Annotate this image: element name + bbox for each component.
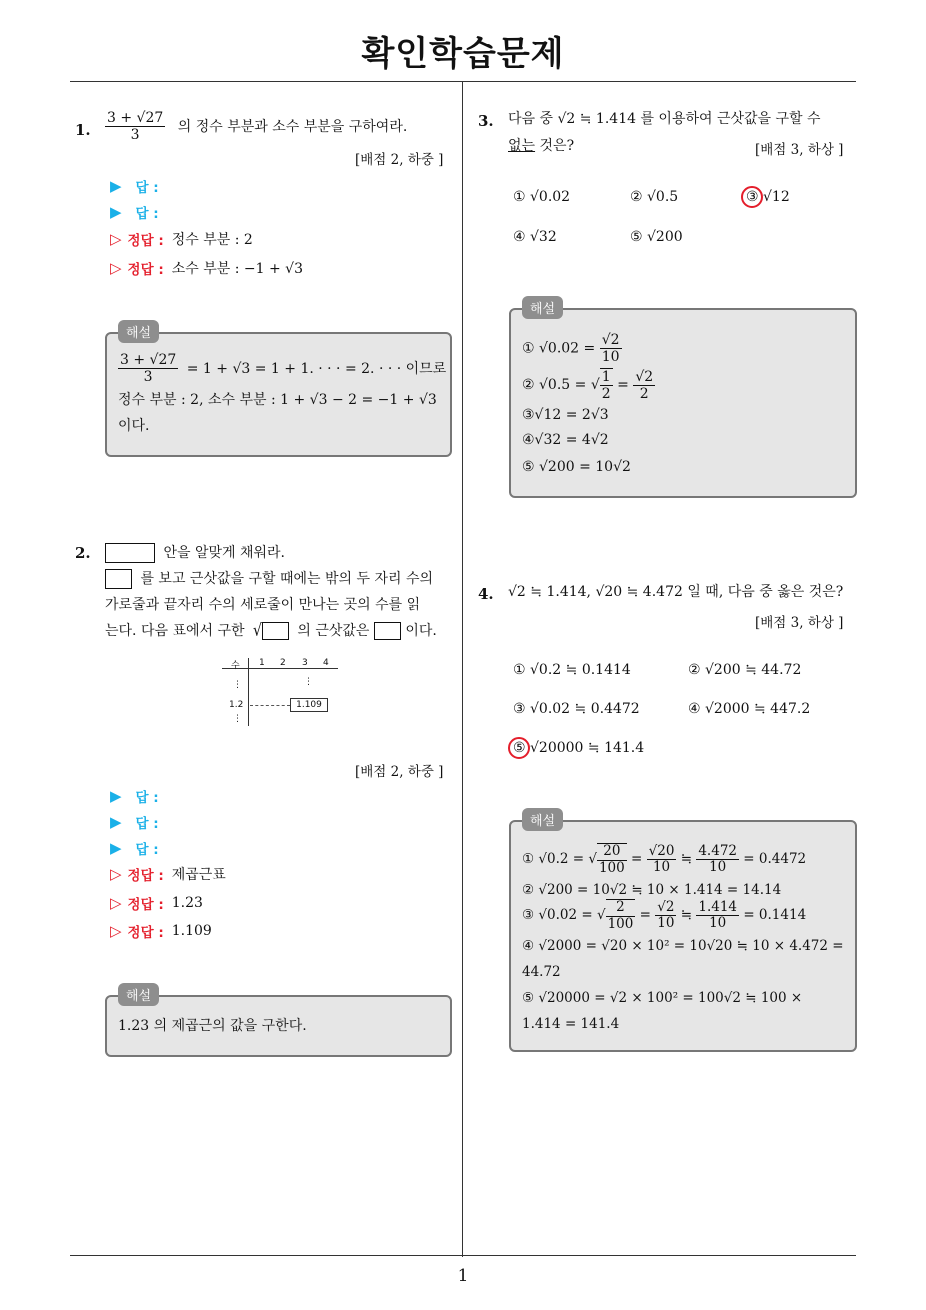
q1-answer-2: ▶ 답 : — [110, 203, 159, 222]
q3-explanation-tag: 해설 — [522, 296, 563, 319]
q1-fraction: $\frac{3 + √27}{3}$ — [107, 110, 164, 144]
sqrt-table: 수 1 2 3 4 ⋮ 1.2 ⋮ ⋮ 1.109 — [222, 658, 340, 728]
q3-choice-4: ④ √32 — [513, 229, 557, 245]
answer-circle-icon — [741, 186, 763, 208]
table-header-cell: 3 — [302, 658, 308, 668]
blank-box — [374, 622, 401, 640]
q2-line3: 가로줄과 끝자리 수의 세로줄이 만나는 곳의 수를 읽 — [105, 597, 421, 613]
triangle-outline-icon: ▷ — [110, 922, 122, 940]
q3-choice-5: ⑤ √200 — [630, 229, 683, 245]
q1-explanation-tag: 해설 — [118, 320, 159, 343]
q3-exp-line2: ② √0.5 = √ $\frac{1}{2}$ = $\frac{√2}{2}$ — [522, 368, 654, 403]
q2-score: [배점 2, 하중 ] — [355, 764, 444, 780]
triangle-icon: ▶ — [110, 177, 122, 195]
blank-box — [105, 569, 132, 589]
q2-line4: 는다. 다음 표에서 구한 √ 의 근삿값은 이다. — [105, 621, 437, 641]
q3-exp-line1: ① √0.02 = $\frac{√2}{10}$ — [522, 332, 620, 366]
top-divider — [70, 81, 856, 82]
q2-answer-2: ▶ 답 : — [110, 813, 159, 832]
q3-score: [배점 3, 하상 ] — [755, 142, 844, 158]
q4-exp-line1: ① √0.2 = √ $\frac{20}{100}$ = $\frac{√20}{10}$ ≒ $\frac{4.472}{10}$ = 0.4472 — [522, 842, 807, 876]
q3-choice-3: ③ √12 — [746, 189, 790, 205]
column-divider — [462, 82, 463, 1257]
q1-exp-line1: $\frac{3 + √27}{3}$ = 1 + √3 = 1 + 1. · · · = 2. · · · 이므로 — [120, 352, 447, 386]
triangle-outline-icon: ▷ — [110, 894, 122, 912]
q4-exp-line3: ③ √0.02 = √ $\frac{2}{100}$ = $\frac{√2}{10}$ ≒ $\frac{1.414}{10}$ = 0.1414 — [522, 898, 807, 932]
q2-key-2: ▷ 정답 : 1.23 — [110, 894, 203, 913]
q1-key-2: ▷ 정답 : 소수 부분 : −1 + √3 — [110, 259, 303, 278]
q4-exp-line2: ② √200 = 10√2 ≒ 10 × 1.414 = 14.14 — [522, 882, 782, 898]
q4-choice-3: ③ √0.02 ≒ 0.4472 — [513, 701, 640, 717]
q2-exp-line1: 1.23 의 제곱근의 값을 구한다. — [118, 1018, 307, 1034]
q3-choice-1: ① √0.02 — [513, 189, 571, 205]
triangle-icon: ▶ — [110, 203, 122, 221]
page-title: 확인학습문제 — [361, 34, 565, 74]
answer-circle-icon — [508, 737, 530, 759]
q1-key-1: ▷ 정답 : 정수 부분 : 2 — [110, 230, 253, 249]
table-header-cell: 4 — [323, 658, 329, 668]
q4-exp-line5: 44.72 — [522, 964, 561, 980]
q3-exp-line4: ④√32 = 4√2 — [522, 432, 609, 448]
q4-choice-5: ⑤ √20000 ≒ 141.4 — [513, 740, 645, 756]
q1-answer-1: ▶ 답 : — [110, 177, 159, 196]
q1-exp-line3: 이다. — [118, 418, 150, 434]
q1-prompt: $\frac{3 + √27}{3}$ 의 정수 부분과 소수 부분을 구하여라. — [107, 110, 408, 144]
q3-line1: 다음 중 √2 ≒ 1.414 를 이용하여 근삿값을 구할 수 — [508, 111, 821, 127]
q1-score: [배점 2, 하중 ] — [355, 152, 444, 168]
blank-box — [105, 543, 155, 563]
q3-choice-2: ② √0.5 — [630, 189, 679, 205]
bottom-divider — [70, 1255, 856, 1256]
q3-exp-line5: ⑤ √200 = 10√2 — [522, 459, 631, 475]
q1-exp-line2: 정수 부분 : 2, 소수 부분 : 1 + √3 − 2 = −1 + √3 — [118, 392, 437, 408]
q2-answer-3: ▶ 답 : — [110, 839, 159, 858]
table-highlight-cell: 1.109 — [290, 698, 328, 712]
q4-choice-1: ① √0.2 ≒ 0.1414 — [513, 662, 631, 678]
q2-key-1: ▷ 정답 : 제곱근표 — [110, 865, 226, 884]
q3-number: 3. — [478, 112, 494, 130]
q2-explanation-tag: 해설 — [118, 983, 159, 1006]
q2-number: 2. — [75, 544, 91, 562]
table-row-label: 1.2 — [229, 700, 244, 710]
q2-key-3: ▷ 정답 : 1.109 — [110, 922, 212, 941]
q1-number: 1. — [75, 121, 91, 139]
q2-line1: 안을 알맞게 채워라. — [105, 543, 285, 563]
table-header-cell: 2 — [280, 658, 286, 668]
q4-line1: √2 ≒ 1.414, √20 ≒ 4.472 일 때, 다음 중 옳은 것은? — [508, 584, 844, 600]
triangle-outline-icon: ▷ — [110, 259, 122, 277]
q4-explanation-tag: 해설 — [522, 808, 563, 831]
triangle-icon: ▶ — [110, 787, 122, 805]
q4-exp-line7: 1.414 = 141.4 — [522, 1016, 620, 1032]
triangle-outline-icon: ▷ — [110, 865, 122, 883]
table-header-cell: 1 — [259, 658, 265, 668]
q2-answer-1: ▶ 답 : — [110, 787, 159, 806]
q4-score: [배점 3, 하상 ] — [755, 615, 844, 631]
page-number: 1 — [457, 1266, 469, 1286]
q4-choice-4: ④ √2000 ≒ 447.2 — [688, 701, 811, 717]
q2-line2: 를 보고 근삿값을 구할 때에는 밖의 두 자리 수의 — [105, 569, 433, 589]
blank-box — [262, 622, 289, 640]
q4-exp-line6: ⑤ √20000 = √2 × 100² = 100√2 ≒ 100 × — [522, 990, 803, 1006]
q4-choice-2: ② √200 ≒ 44.72 — [688, 662, 802, 678]
triangle-icon: ▶ — [110, 813, 122, 831]
q4-exp-line4: ④ √2000 = √20 × 10² = 10√20 ≒ 10 × 4.472 = — [522, 938, 844, 954]
q3-exp-line3: ③√12 = 2√3 — [522, 407, 609, 423]
q3-line2: 없는 것은? — [508, 138, 575, 154]
q4-number: 4. — [478, 585, 494, 603]
table-header-cell: 수 — [231, 661, 240, 671]
triangle-outline-icon: ▷ — [110, 230, 122, 248]
triangle-icon: ▶ — [110, 839, 122, 857]
